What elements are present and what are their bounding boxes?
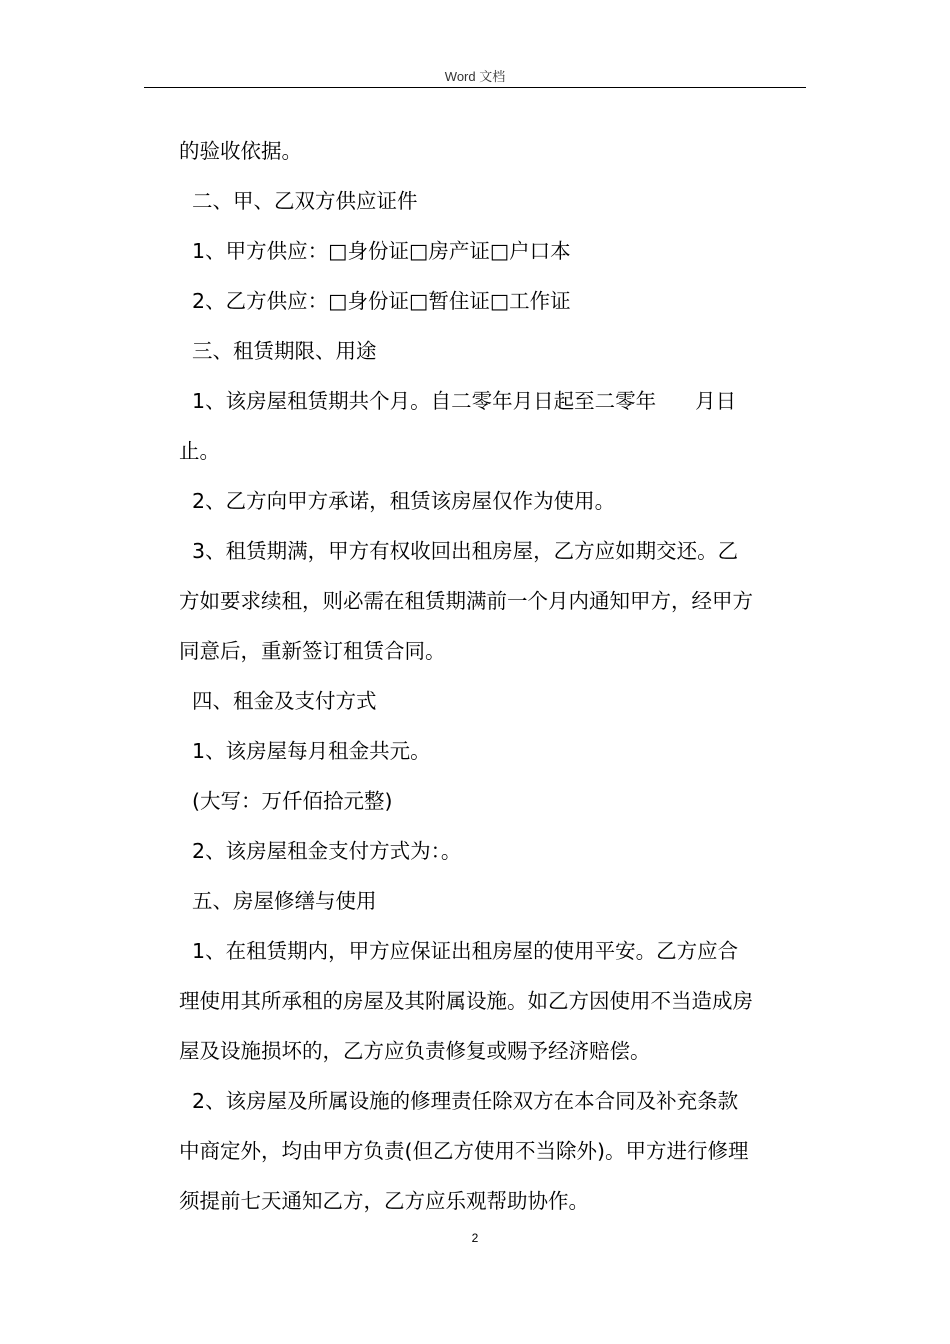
text-line: 2、乙方供应：□身份证□暂住证□工作证 — [179, 289, 571, 313]
text-line: 2、该房屋及所属设施的修理责任除双方在本合同及补充条款 — [179, 1089, 739, 1113]
page-header-title: Word 文档 — [444, 69, 506, 84]
section-heading-repair-use: 五、房屋修缮与使用 — [179, 889, 377, 913]
text-line: 屋及设施损坏的，乙方应负责修复或赐予经济赔偿。 — [179, 1039, 651, 1063]
section-heading-rent-payment: 四、租金及支付方式 — [179, 689, 377, 713]
page-number: 2 — [471, 1231, 479, 1245]
section-heading-lease-term: 三、租赁期限、用途 — [179, 339, 377, 363]
text-line: 1、该房屋每月租金共元。 — [179, 739, 431, 763]
text-line: 须提前七天通知乙方，乙方应乐观帮助协作。 — [179, 1189, 589, 1213]
text-line: 方如要求续租，则必需在租赁期满前一个月内通知甲方，经甲方 — [179, 589, 753, 613]
header-divider — [144, 87, 806, 88]
text-line: 2、乙方向甲方承诺，租赁该房屋仅作为使用。 — [179, 489, 616, 513]
text-line: (大写：万仟佰拾元整) — [179, 789, 393, 813]
text-line: 1、在租赁期内，甲方应保证出租房屋的使用平安。乙方应合 — [179, 939, 739, 963]
text-line: 中商定外，均由甲方负责(但乙方使用不当除外)。甲方进行修理 — [179, 1139, 749, 1163]
text-line: 同意后，重新签订租赁合同。 — [179, 639, 446, 663]
text-line: 止。 — [179, 439, 220, 463]
text-line: 1、该房屋租赁期共个月。自二零年月日起至二零年 月日 — [179, 389, 737, 413]
text-line: 2、该房屋租金支付方式为：。 — [179, 839, 462, 863]
text-line: 1、甲方供应：□身份证□房产证□户口本 — [179, 239, 571, 263]
text-line: 的验收依据。 — [179, 139, 302, 163]
text-line: 3、租赁期满，甲方有权收回出租房屋，乙方应如期交还。乙 — [179, 539, 739, 563]
document-body — [179, 126, 809, 1226]
text-line: 理使用其所承租的房屋及其附属设施。如乙方因使用不当造成房 — [179, 989, 753, 1013]
section-heading-certificates: 二、甲、乙双方供应证件 — [179, 189, 418, 213]
